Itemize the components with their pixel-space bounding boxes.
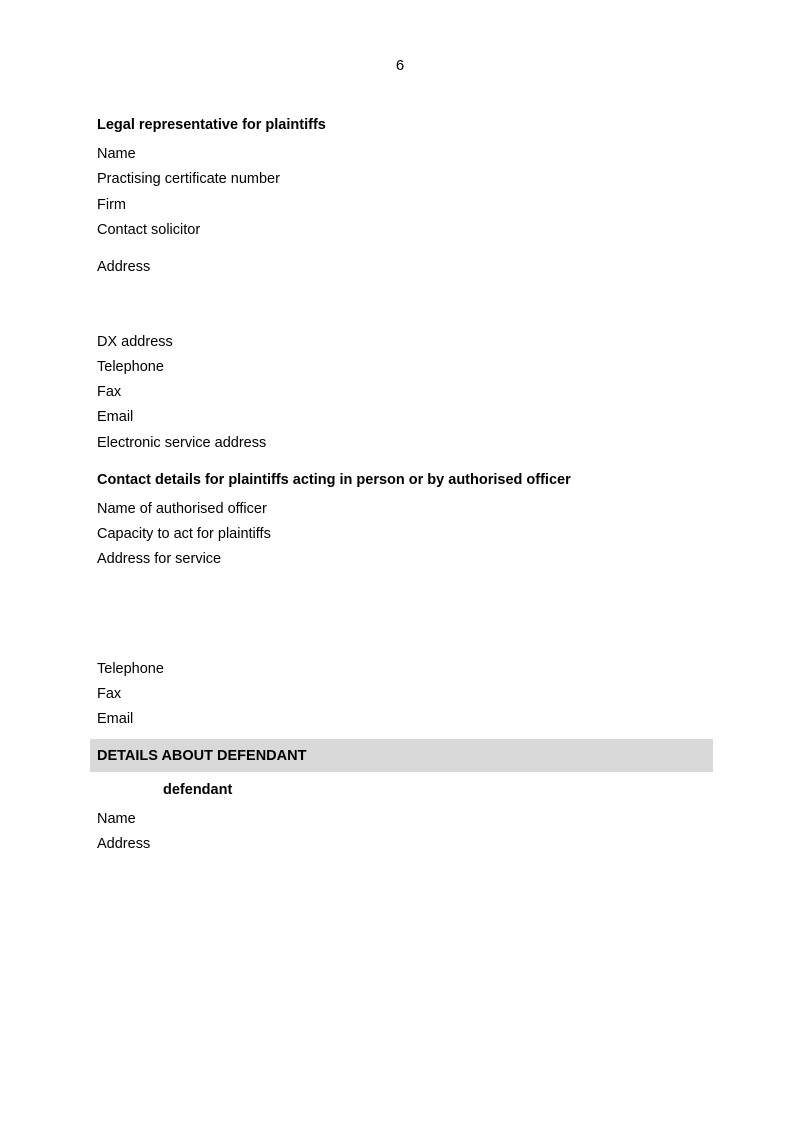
defendant-section-title: DETAILS ABOUT DEFENDANT: [97, 748, 307, 764]
legal-rep-certificate-label: Practising certificate number: [97, 171, 280, 187]
legal-rep-fax-label: Fax: [97, 384, 122, 400]
in-person-email-label: Email: [97, 711, 134, 727]
legal-rep-email-label: Email: [97, 409, 134, 425]
defendant-name-label: Name: [97, 811, 136, 827]
in-person-capacity-label: Capacity to act for plaintiffs: [97, 526, 271, 542]
in-person-telephone-label: Telephone: [97, 661, 164, 677]
in-person-heading: Contact details for plaintiffs acting in person or by authorised officer: [97, 472, 571, 488]
in-person-authorised-officer-label: Name of authorised officer: [97, 501, 267, 517]
legal-rep-contact-solicitor-label: Contact solicitor: [97, 222, 201, 238]
in-person-address-for-service-label: Address for service: [97, 551, 222, 567]
in-person-fax-label: Fax: [97, 686, 122, 702]
legal-rep-firm-label: Firm: [97, 197, 126, 213]
defendant-address-label: Address: [97, 836, 151, 852]
defendant-section-banner: [90, 739, 713, 772]
legal-rep-electronic-service-label: Electronic service address: [97, 435, 267, 451]
page-number: 6: [395, 57, 405, 74]
legal-rep-name-label: Name: [97, 146, 136, 162]
legal-rep-telephone-label: Telephone: [97, 359, 164, 375]
legal-rep-heading: Legal representative for plaintiffs: [97, 117, 326, 133]
legal-rep-address-label: Address: [97, 259, 151, 275]
defendant-subheading: defendant: [163, 782, 233, 798]
legal-rep-dx-address-label: DX address: [97, 334, 173, 350]
